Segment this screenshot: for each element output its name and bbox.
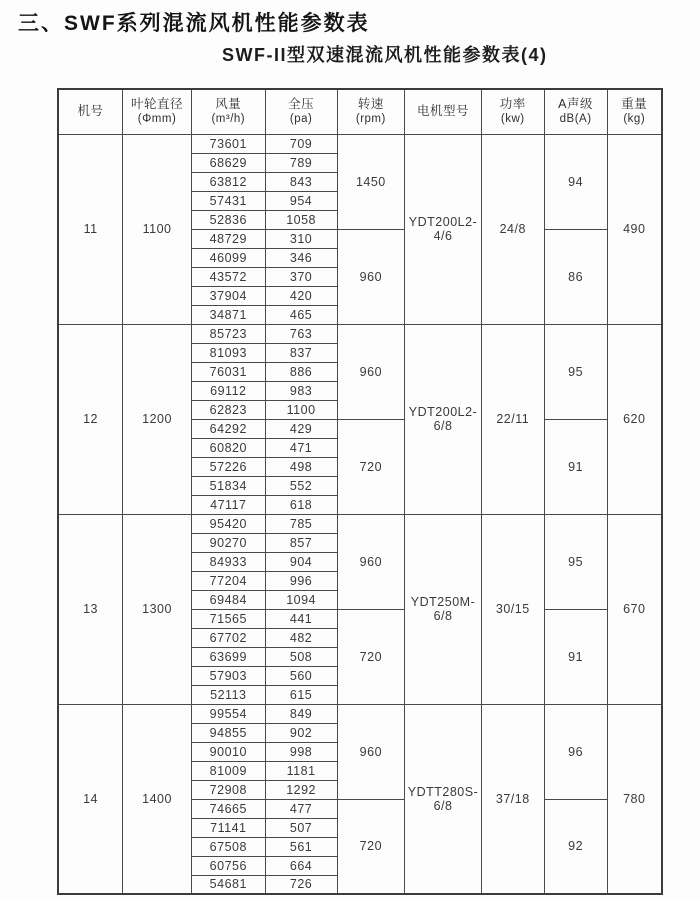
cell-fan-no: 13 bbox=[58, 514, 123, 704]
cell-airflow: 85723 bbox=[191, 324, 265, 343]
cell-airflow: 94855 bbox=[191, 723, 265, 742]
cell-airflow: 57903 bbox=[191, 666, 265, 685]
cell-speed: 960 bbox=[337, 514, 405, 609]
performance-table-container bbox=[57, 88, 663, 895]
cell-airflow: 52836 bbox=[191, 210, 265, 229]
cell-airflow: 74665 bbox=[191, 799, 265, 818]
performance-table bbox=[57, 88, 663, 895]
cell-airflow: 69484 bbox=[191, 590, 265, 609]
header-fan-no: 机号 bbox=[58, 89, 123, 134]
cell-pressure: 1094 bbox=[265, 590, 337, 609]
cell-power: 30/15 bbox=[481, 514, 544, 704]
cell-motor-model: YDTT280S-6/8 bbox=[405, 704, 482, 894]
page-subtitle: SWF-II型双速混流风机性能参数表(4) bbox=[222, 45, 548, 65]
cell-noise-level: 86 bbox=[544, 229, 607, 324]
cell-pressure: 508 bbox=[265, 647, 337, 666]
header-row bbox=[58, 89, 662, 134]
cell-airflow: 81093 bbox=[191, 343, 265, 362]
table-row bbox=[58, 134, 662, 153]
cell-airflow: 34871 bbox=[191, 305, 265, 324]
cell-weight: 670 bbox=[607, 514, 662, 704]
cell-pressure: 561 bbox=[265, 837, 337, 856]
cell-airflow: 95420 bbox=[191, 514, 265, 533]
cell-airflow: 63812 bbox=[191, 172, 265, 191]
header-power: 功率 (kw) bbox=[481, 89, 544, 134]
cell-pressure: 618 bbox=[265, 495, 337, 514]
cell-fan-no: 14 bbox=[58, 704, 123, 894]
cell-power: 24/8 bbox=[481, 134, 544, 324]
cell-airflow: 47117 bbox=[191, 495, 265, 514]
cell-airflow: 71565 bbox=[191, 609, 265, 628]
cell-airflow: 77204 bbox=[191, 571, 265, 590]
cell-airflow: 62823 bbox=[191, 400, 265, 419]
table-header bbox=[58, 89, 662, 134]
table-row bbox=[58, 324, 662, 343]
cell-pressure: 954 bbox=[265, 191, 337, 210]
cell-airflow: 57226 bbox=[191, 457, 265, 476]
cell-pressure: 560 bbox=[265, 666, 337, 685]
cell-power: 37/18 bbox=[481, 704, 544, 894]
cell-airflow: 67702 bbox=[191, 628, 265, 647]
cell-diameter: 1100 bbox=[123, 134, 192, 324]
cell-airflow: 57431 bbox=[191, 191, 265, 210]
cell-pressure: 1100 bbox=[265, 400, 337, 419]
header-impeller-diameter: 叶轮直径 (Φmm) bbox=[123, 89, 192, 134]
cell-airflow: 37904 bbox=[191, 286, 265, 305]
cell-airflow: 68629 bbox=[191, 153, 265, 172]
cell-diameter: 1400 bbox=[123, 704, 192, 894]
cell-pressure: 1058 bbox=[265, 210, 337, 229]
cell-noise-level: 95 bbox=[544, 514, 607, 609]
cell-motor-model: YDT200L2-4/6 bbox=[405, 134, 482, 324]
cell-fan-no: 12 bbox=[58, 324, 123, 514]
cell-airflow: 72908 bbox=[191, 780, 265, 799]
cell-pressure: 902 bbox=[265, 723, 337, 742]
cell-speed: 720 bbox=[337, 419, 405, 514]
cell-speed: 720 bbox=[337, 799, 405, 894]
cell-pressure: 465 bbox=[265, 305, 337, 324]
cell-airflow: 48729 bbox=[191, 229, 265, 248]
cell-airflow: 84933 bbox=[191, 552, 265, 571]
cell-airflow: 76031 bbox=[191, 362, 265, 381]
cell-pressure: 1292 bbox=[265, 780, 337, 799]
cell-speed: 1450 bbox=[337, 134, 405, 229]
cell-fan-no: 11 bbox=[58, 134, 123, 324]
header-airflow: 风量 (m³/h) bbox=[191, 89, 265, 134]
cell-airflow: 60756 bbox=[191, 856, 265, 875]
cell-pressure: 886 bbox=[265, 362, 337, 381]
cell-speed: 720 bbox=[337, 609, 405, 704]
cell-airflow: 67508 bbox=[191, 837, 265, 856]
cell-pressure: 664 bbox=[265, 856, 337, 875]
cell-pressure: 429 bbox=[265, 419, 337, 438]
cell-airflow: 43572 bbox=[191, 267, 265, 286]
cell-pressure: 726 bbox=[265, 875, 337, 894]
header-speed: 转速 (rpm) bbox=[337, 89, 405, 134]
cell-pressure: 420 bbox=[265, 286, 337, 305]
cell-airflow: 81009 bbox=[191, 761, 265, 780]
cell-pressure: 996 bbox=[265, 571, 337, 590]
cell-speed: 960 bbox=[337, 704, 405, 799]
cell-airflow: 99554 bbox=[191, 704, 265, 723]
cell-speed: 960 bbox=[337, 229, 405, 324]
cell-pressure: 709 bbox=[265, 134, 337, 153]
cell-pressure: 785 bbox=[265, 514, 337, 533]
cell-motor-model: YDT200L2-6/8 bbox=[405, 324, 482, 514]
cell-pressure: 615 bbox=[265, 685, 337, 704]
cell-noise-level: 94 bbox=[544, 134, 607, 229]
cell-diameter: 1200 bbox=[123, 324, 192, 514]
cell-pressure: 498 bbox=[265, 457, 337, 476]
header-noise-level: A声级 dB(A) bbox=[544, 89, 607, 134]
cell-airflow: 46099 bbox=[191, 248, 265, 267]
header-motor-model: 电机型号 bbox=[405, 89, 482, 134]
cell-pressure: 983 bbox=[265, 381, 337, 400]
cell-pressure: 482 bbox=[265, 628, 337, 647]
cell-pressure: 998 bbox=[265, 742, 337, 761]
cell-weight: 780 bbox=[607, 704, 662, 894]
cell-airflow: 90270 bbox=[191, 533, 265, 552]
cell-pressure: 310 bbox=[265, 229, 337, 248]
cell-pressure: 1181 bbox=[265, 761, 337, 780]
cell-airflow: 54681 bbox=[191, 875, 265, 894]
cell-speed: 960 bbox=[337, 324, 405, 419]
table-row bbox=[58, 514, 662, 533]
cell-noise-level: 96 bbox=[544, 704, 607, 799]
cell-weight: 490 bbox=[607, 134, 662, 324]
cell-airflow: 64292 bbox=[191, 419, 265, 438]
table-row bbox=[58, 704, 662, 723]
cell-pressure: 471 bbox=[265, 438, 337, 457]
table-body bbox=[58, 134, 662, 894]
cell-pressure: 441 bbox=[265, 609, 337, 628]
cell-pressure: 507 bbox=[265, 818, 337, 837]
cell-pressure: 552 bbox=[265, 476, 337, 495]
header-total-pressure: 全压 (pa) bbox=[265, 89, 337, 134]
page-title: 三、SWF系列混流风机性能参数表 bbox=[18, 12, 370, 35]
cell-pressure: 904 bbox=[265, 552, 337, 571]
cell-noise-level: 95 bbox=[544, 324, 607, 419]
cell-airflow: 63699 bbox=[191, 647, 265, 666]
cell-motor-model: YDT250M-6/8 bbox=[405, 514, 482, 704]
cell-pressure: 857 bbox=[265, 533, 337, 552]
cell-pressure: 346 bbox=[265, 248, 337, 267]
cell-pressure: 477 bbox=[265, 799, 337, 818]
cell-pressure: 849 bbox=[265, 704, 337, 723]
cell-pressure: 837 bbox=[265, 343, 337, 362]
cell-pressure: 370 bbox=[265, 267, 337, 286]
cell-airflow: 51834 bbox=[191, 476, 265, 495]
cell-diameter: 1300 bbox=[123, 514, 192, 704]
cell-airflow: 52113 bbox=[191, 685, 265, 704]
cell-noise-level: 91 bbox=[544, 419, 607, 514]
cell-power: 22/11 bbox=[481, 324, 544, 514]
cell-pressure: 763 bbox=[265, 324, 337, 343]
cell-airflow: 60820 bbox=[191, 438, 265, 457]
cell-airflow: 90010 bbox=[191, 742, 265, 761]
cell-noise-level: 92 bbox=[544, 799, 607, 894]
cell-airflow: 69112 bbox=[191, 381, 265, 400]
cell-pressure: 789 bbox=[265, 153, 337, 172]
cell-noise-level: 91 bbox=[544, 609, 607, 704]
cell-airflow: 71141 bbox=[191, 818, 265, 837]
cell-weight: 620 bbox=[607, 324, 662, 514]
cell-pressure: 843 bbox=[265, 172, 337, 191]
header-weight: 重量 (kg) bbox=[607, 89, 662, 134]
cell-airflow: 73601 bbox=[191, 134, 265, 153]
